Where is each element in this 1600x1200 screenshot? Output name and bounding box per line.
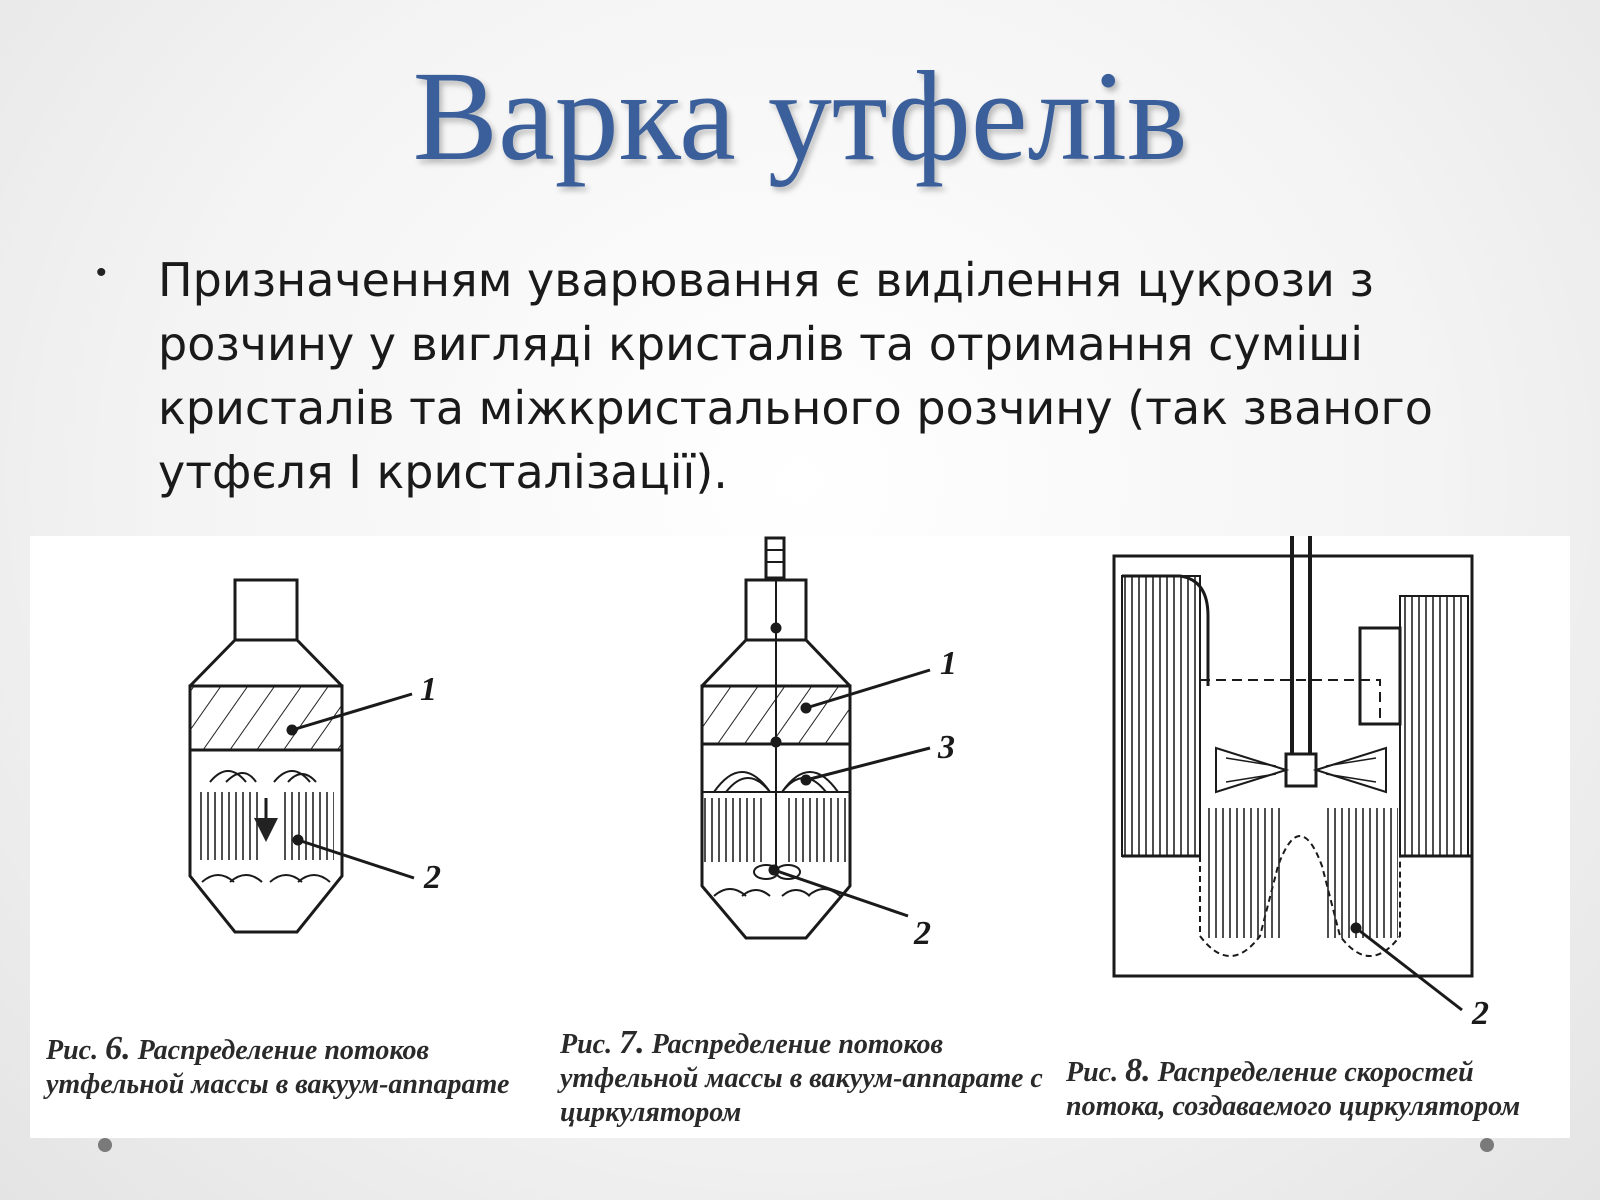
fig7-label-2: 2: [914, 915, 931, 952]
fig6-caption-number: 6.: [105, 1030, 131, 1067]
fig8-label-2-leader: [1356, 928, 1462, 1010]
fig6-heating-chamber: [190, 686, 342, 750]
fig7-label-3: 3: [938, 729, 955, 766]
fig8-impeller-hub: [1286, 754, 1316, 786]
figure-8-caption: [1066, 1054, 1566, 1124]
figure-6-diagram: [190, 580, 414, 932]
fig6-label-2: 2: [424, 859, 441, 896]
fig7-caption-number: 7.: [619, 1024, 645, 1061]
fig8-caption-text: Распределение скоростей потока, создаваемого циркулятором: [1066, 1057, 1521, 1122]
fig6-vapor-dome: [235, 580, 297, 640]
fig7-label-1: 1: [940, 645, 957, 682]
fig7-caption-prefix: Рис.: [560, 1029, 620, 1060]
fig8-impeller-blade-right: [1316, 748, 1386, 792]
fig8-impeller-blade-left: [1216, 748, 1286, 792]
fig6-caption-prefix: Рис.: [46, 1035, 106, 1066]
fig8-caption-prefix: Рис.: [1066, 1057, 1126, 1088]
fig6-vessel-body: [190, 640, 342, 932]
fig8-left-tubes: [1122, 576, 1200, 856]
fig8-right-tubes: [1400, 596, 1468, 856]
figure-6-caption: [46, 1032, 566, 1102]
figure-7-diagram: [702, 538, 930, 938]
fig6-label-1: 1: [420, 671, 437, 708]
slide-dot-right: [1480, 1138, 1494, 1152]
fig8-label-2: 2: [1472, 995, 1489, 1032]
figure-panel: [30, 536, 1570, 1138]
fig6-caption-text: Распределение потоков утфельной массы в вакуум-аппарате: [46, 1035, 510, 1100]
figure-7-caption: [560, 1026, 1080, 1130]
bullet-marker: •: [96, 256, 107, 289]
fig7-motor: [766, 538, 784, 578]
fig7-label-2-leader: [774, 870, 908, 916]
fig7-label-3-leader: [806, 748, 930, 780]
bullet-text: Призначенням уварювання є виділення цукрози з розчину у вигляді кристалів та отримання суміші кристалів та міжкристального розчину (так званого утфєля І кристалізації).: [158, 253, 1433, 499]
fig8-caption-number: 8.: [1125, 1052, 1151, 1089]
fig7-caption-text: Распределение потоков утфельной массы в вакуум-аппарате с циркулятором: [560, 1029, 1043, 1128]
slide-title: Варка утфелів: [412, 45, 1188, 187]
slide-dot-left: [98, 1138, 112, 1152]
figure-8-diagram: [1114, 536, 1472, 1010]
